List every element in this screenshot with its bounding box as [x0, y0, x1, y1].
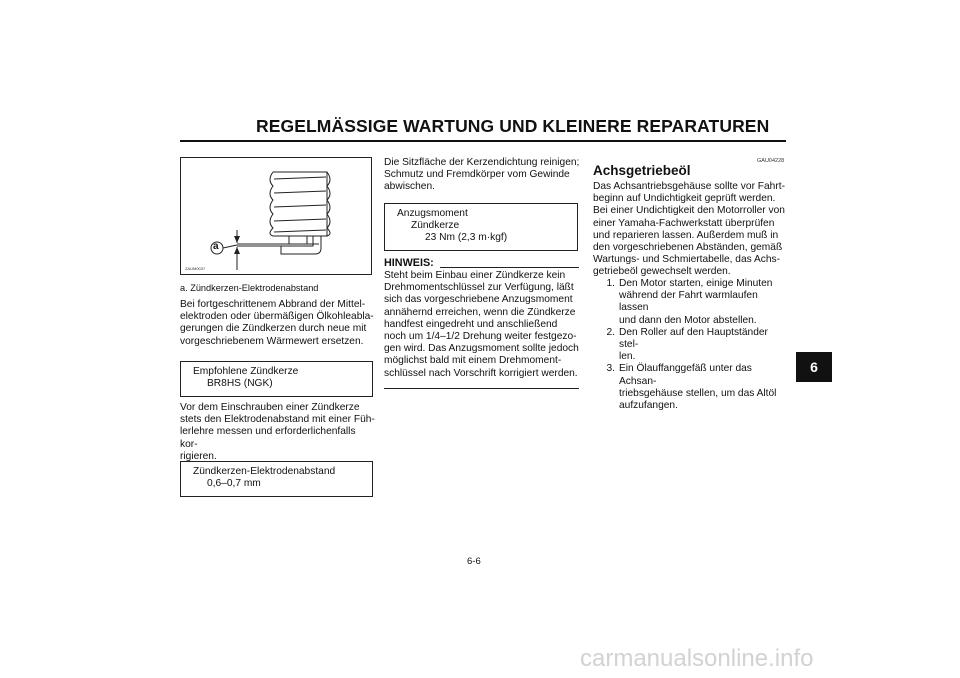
list-item: 3. Ein Ölauffanggefäß unter das Achsan- triebsgehäuse stellen, um das Altöl aufzufangen. [606, 363, 777, 412]
section-code: GAU04228 [757, 158, 785, 164]
figure-code: ZAUM0037 [185, 266, 206, 271]
procedure-steps [593, 278, 786, 412]
col1-paragraph-1: Bei fortgeschrittenem Abbrand der Mittel- elektroden oder übermäßigen Ölkohleabla- gerungen die Zündkerzen durch neue mit vorgeschriebenem Wärmewert ersetzen. [180, 299, 374, 347]
torque-label: Anzugsmoment [397, 208, 468, 219]
figure-label-a: a [213, 241, 219, 252]
note-heading-rule [440, 267, 579, 268]
chapter-tab[interactable]: 6 [796, 352, 832, 382]
section-heading: Achsgetriebeöl [593, 163, 691, 178]
torque-value: 23 Nm (2,3 m·kgf) [425, 232, 508, 244]
spark-plug-illustration [181, 158, 371, 274]
title-rule [180, 140, 786, 142]
note-text: Steht beim Einbau einer Zündkerze kein Drehmomentschlüssel zur Verfügung, läßt sich das vorgeschriebene Anzugsmoment annähernd erreichen, wenn die Zündkerze handfest eingedreht und anschließend noch um 1/4–1/2 Drehung weiter festgezo- gen wird. Das Anzugsmoment sollte jedoch möglichst bald mit einem Drehmoment- schlüssel nach Vorschrift korrigiert werden. [384, 270, 579, 379]
spark-plug-figure [180, 157, 372, 275]
list-item: 2. Den Roller auf den Hauptständer stel- len. [606, 326, 768, 363]
col1-paragraph-2: Vor dem Einschrauben einer Zündkerze stets den Elektrodenabstand mit einer Füh- lerlehre messen und erforderlichenfalls kor- rigieren. [180, 402, 375, 462]
note-heading: HINWEIS: [384, 257, 434, 269]
page-title: REGELMÄSSIGE WARTUNG UND KLEINERE REPARATUREN [256, 116, 770, 136]
list-item: 1. Den Motor starten, einige Minuten während der Fahrt warmlaufen lassen und dann den Motor abstellen. [606, 278, 773, 326]
spec-value: BR8HS (NGK) [207, 378, 273, 390]
watermark[interactable]: carmanualsonline.info [580, 645, 814, 672]
note-end-rule [384, 388, 579, 389]
figure-caption: a. Zündkerzen-Elektrodenabstand [180, 283, 319, 293]
gap-label: Zündkerzen-Elektrodenabstand [193, 466, 336, 477]
electrode-gap-spec-box [180, 461, 373, 497]
page-number: 6-6 [467, 556, 481, 567]
torque-spec-box [384, 203, 578, 251]
torque-item: Zündkerze [411, 220, 460, 232]
col2-paragraph-1: Die Sitzfläche der Kerzendichtung reinigen; Schmutz und Fremdkörper vom Gewinde abwischen. [384, 157, 580, 193]
gap-value: 0,6–0,7 mm [207, 478, 261, 490]
spec-label: Empfohlene Zündkerze [193, 366, 299, 377]
spark-plug-spec-box [180, 361, 373, 397]
col3-paragraph: Das Achsantriebsgehäuse sollte vor Fahrt- beginn auf Undichtigkeit geprüft werden. Bei einer Undichtigkeit den Motorroller von einer Yamaha-Fachwerkstatt überprüfen und reparieren lassen. Außerdem muß in den vorgeschriebenen Abständen, gemäß Wartungs- und Schmiertabelle, das Achs- getriebeöl gewechselt werden. [593, 181, 785, 278]
